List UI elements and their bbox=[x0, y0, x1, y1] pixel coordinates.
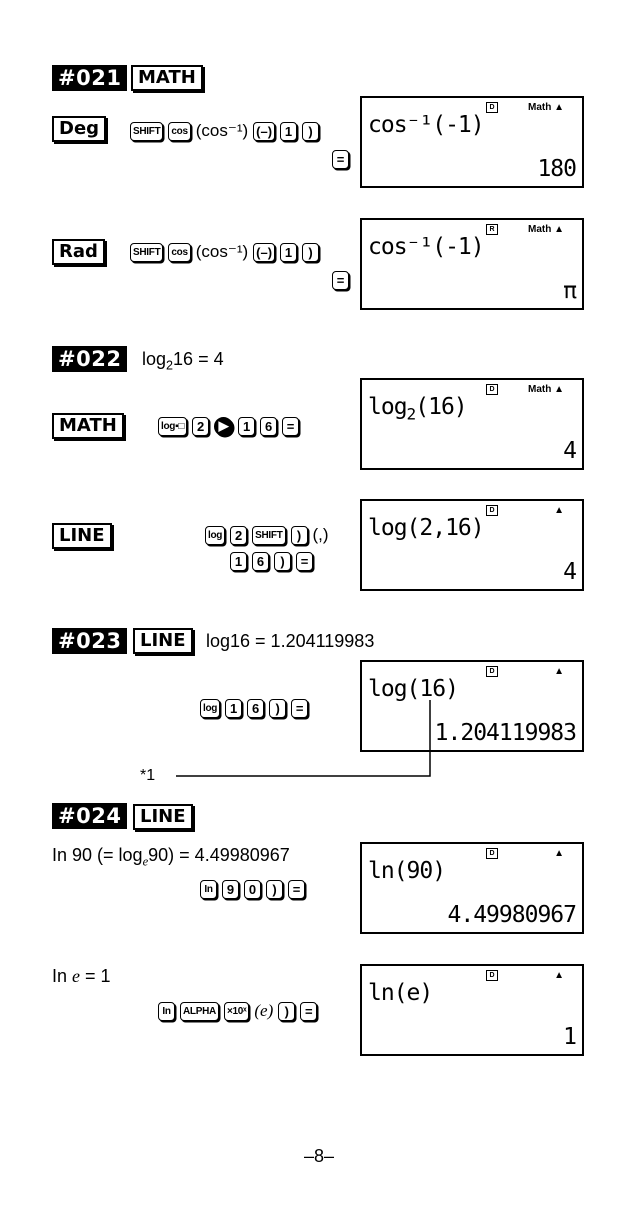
key-sequence-ln90 bbox=[200, 878, 305, 900]
equals-key: = bbox=[332, 271, 349, 290]
page-number: –8– bbox=[303, 1146, 335, 1166]
equation-part: In bbox=[52, 966, 73, 986]
equation-e: e bbox=[72, 966, 81, 986]
mode-label-line: LINE bbox=[52, 523, 112, 549]
shift-key: SHIFT bbox=[252, 526, 285, 545]
close-paren-key: ) bbox=[302, 122, 319, 141]
equals-key: = bbox=[282, 417, 299, 436]
equals-key: = bbox=[291, 699, 308, 718]
display-input-part: log bbox=[368, 394, 407, 420]
close-paren-key: ) bbox=[269, 699, 286, 718]
close-paren-key: ) bbox=[302, 243, 319, 262]
equals-key: = bbox=[288, 880, 305, 899]
math-indicator: ▲ bbox=[554, 666, 564, 677]
display-input: log(2,16) bbox=[368, 515, 484, 541]
digit-key: 0 bbox=[244, 880, 261, 899]
equation-part: = 1 bbox=[80, 966, 111, 986]
digit-key: 9 bbox=[222, 880, 239, 899]
rad-label: Rad bbox=[52, 239, 105, 265]
display-result: 180 bbox=[537, 156, 576, 182]
display-input: cos⁻¹(-1) bbox=[368, 234, 484, 260]
mode-label-line: LINE bbox=[133, 628, 193, 654]
display-input: log(16) bbox=[368, 676, 458, 702]
equals-key: = bbox=[296, 552, 313, 571]
display-input: ln(90) bbox=[368, 858, 446, 884]
digit-key: 1 bbox=[280, 243, 297, 262]
log-key: log bbox=[200, 699, 220, 718]
mode-indicator: D bbox=[486, 970, 498, 981]
example-tag-021: #021 bbox=[52, 65, 127, 91]
close-paren-key: ) bbox=[291, 526, 308, 545]
negative-key: (–) bbox=[253, 122, 275, 141]
example-tag-023: #023 bbox=[52, 628, 127, 654]
mode-indicator: R bbox=[486, 224, 498, 235]
equation-subscript: e bbox=[142, 854, 149, 869]
alpha-key: ALPHA bbox=[180, 1002, 219, 1021]
digit-key: 6 bbox=[260, 417, 277, 436]
mode-label-line: LINE bbox=[133, 804, 193, 830]
calculator-display bbox=[360, 842, 584, 934]
deg-label: Deg bbox=[52, 116, 106, 142]
display-result: 1 bbox=[563, 1024, 576, 1050]
equals-key: = bbox=[300, 1002, 317, 1021]
shift-key: SHIFT bbox=[130, 122, 163, 141]
equation-023: log16 = 1.204119983 bbox=[206, 631, 375, 651]
digit-key: 1 bbox=[230, 552, 247, 571]
close-paren-key: ) bbox=[266, 880, 283, 899]
equation-part: log bbox=[142, 349, 167, 369]
log-key: log bbox=[205, 526, 225, 545]
mode-indicator: D bbox=[486, 102, 498, 113]
equation-024-ln90 bbox=[52, 844, 290, 873]
display-result: 4 bbox=[563, 559, 576, 585]
math-indicator: ▲ bbox=[554, 505, 564, 516]
key-annotation: (e) bbox=[254, 1001, 274, 1020]
mode-label-math: MATH bbox=[131, 65, 203, 91]
mode-indicator: D bbox=[486, 666, 498, 677]
display-input-part: (16) bbox=[415, 394, 467, 420]
equation-part: 16 = 4 bbox=[173, 349, 224, 369]
mode-indicator: D bbox=[486, 848, 498, 859]
display-result: π bbox=[563, 278, 576, 304]
mode-indicator: D bbox=[486, 384, 498, 395]
display-input: ln(e) bbox=[368, 980, 433, 1006]
math-indicator: Math ▲ bbox=[527, 224, 564, 235]
digit-key: 2 bbox=[230, 526, 247, 545]
key-annotation: (cos⁻¹) bbox=[195, 242, 249, 261]
digit-key: 6 bbox=[252, 552, 269, 571]
equation-part: 90) = 4.49980967 bbox=[148, 845, 290, 865]
display-result: 4.49980967 bbox=[447, 902, 576, 928]
shift-key: SHIFT bbox=[130, 243, 163, 262]
display-input-subscript: 2 bbox=[406, 404, 416, 424]
negative-key: (–) bbox=[253, 243, 275, 262]
ln-key: In bbox=[158, 1002, 175, 1021]
display-result: 4 bbox=[563, 438, 576, 464]
mode-label-math: MATH bbox=[52, 413, 124, 439]
cos-key: cos bbox=[168, 122, 190, 141]
equals-key: = bbox=[332, 150, 349, 169]
mode-indicator: D bbox=[486, 505, 498, 516]
key-annotation: (,) bbox=[312, 525, 329, 544]
display-result: 1.204119983 bbox=[434, 720, 576, 746]
digit-key: 1 bbox=[238, 417, 255, 436]
log-base-key: log▪□ bbox=[158, 417, 187, 436]
calculator-display bbox=[360, 964, 584, 1056]
equation-024-lne bbox=[52, 965, 111, 987]
cos-key: cos bbox=[168, 243, 190, 262]
display-input: cos⁻¹(-1) bbox=[368, 112, 484, 138]
key-sequence-lne bbox=[158, 1000, 317, 1022]
close-paren-key: ) bbox=[278, 1002, 295, 1021]
example-tag-024: #024 bbox=[52, 803, 127, 829]
key-annotation: (cos⁻¹) bbox=[195, 121, 249, 140]
close-paren-key: ) bbox=[274, 552, 291, 571]
math-indicator: ▲ bbox=[554, 848, 564, 859]
digit-key: 1 bbox=[225, 699, 242, 718]
exp-key: ×10ˣ bbox=[224, 1002, 249, 1021]
digit-key: 2 bbox=[192, 417, 209, 436]
ln-key: In bbox=[200, 880, 217, 899]
example-tag-022: #022 bbox=[52, 346, 127, 372]
equation-subscript: 2 bbox=[166, 358, 174, 373]
math-indicator: Math ▲ bbox=[527, 102, 564, 113]
digit-key: 6 bbox=[247, 699, 264, 718]
right-arrow-key: ▶ bbox=[214, 417, 233, 436]
equation-part: In 90 (= log bbox=[52, 845, 143, 865]
footnote-marker: *1 bbox=[140, 767, 156, 784]
digit-key: 1 bbox=[280, 122, 297, 141]
math-indicator: Math ▲ bbox=[527, 384, 564, 395]
math-indicator: ▲ bbox=[554, 970, 564, 981]
